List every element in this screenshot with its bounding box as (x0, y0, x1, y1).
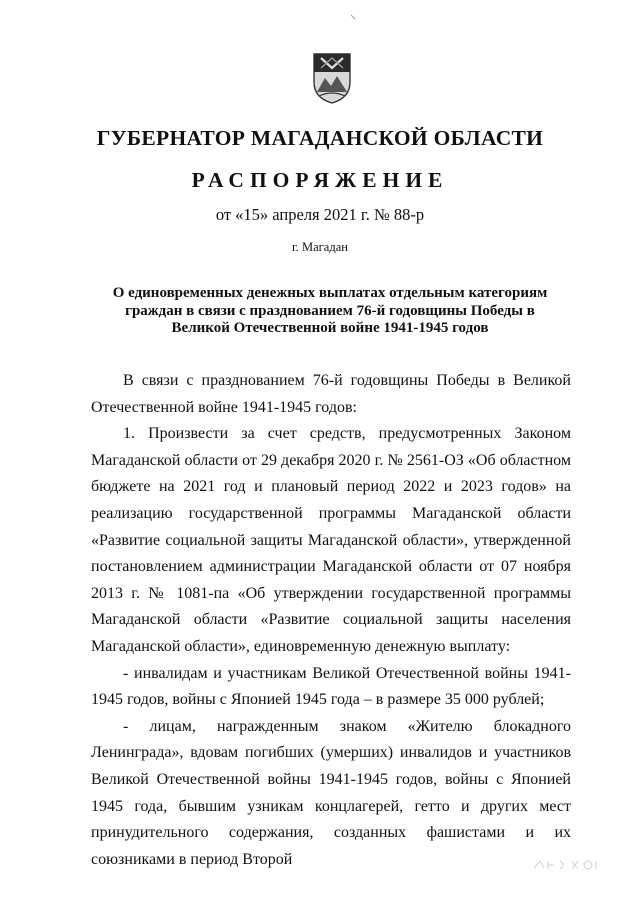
bullet-1-paragraph: - инвалидам и участникам Великой Отечественной войны 1941-1945 годов, войны с Японией 1945 года – в размере 35 000 рублей; (91, 664, 571, 709)
faint-stamp-marks (532, 858, 602, 872)
scan-speck (350, 14, 356, 20)
document-subject: О единовременных денежных выплатах отдельным категориям граждан в связи с празднованием 76-й годовщины Победы в Великой Отечественной войне 1941-1945 годов (112, 285, 548, 336)
intro-paragraph: В связи с празднованием 76-й годовщины Победы в Великой Отечественной войне 1941-1945 годов: (91, 372, 571, 416)
document-date-number: от «15» апреля 2021 г. № 88-р (215, 205, 425, 224)
item-1-paragraph: 1. Произвести за счет средств, предусмотренных Законом Магаданской области от 29 декабря 2020 г. № 2561-ОЗ «Об областном бюджете на 2021 год и плановый период 2022 и 2023 годов» на реализацию государственной программы Магаданской области «Развитие социальной защиты Магаданской области», утвержденной постановлением администрации Магаданской области от 07 ноября 2013 г. № 1081-па «Об утверждении государственной программы Магаданской области «Развитие социальной защиты населения Магаданской области», единовременную денежную выплату: (91, 425, 571, 655)
bullet-2-paragraph: - лицам, награжденным знаком «Жителю блокадного Ленинграда», вдовам погибших (умерших) инвалидов и участников Великой Отечественной войны 1941-1945 годов, войны с Японией 1945 года, бывшим узникам концлагерей, гетто и других мест принудительного содержания, созданных фашистами и их союзниками в период Второй (91, 717, 571, 868)
coat-of-arms-icon (311, 52, 353, 104)
document-type: РАСПОРЯЖЕНИЕ (191, 168, 449, 192)
issuing-authority: ГУБЕРНАТОР МАГАДАНСКОЙ ОБЛАСТИ (96, 126, 544, 150)
document-body (91, 368, 571, 873)
document-city: г. Магадан (292, 240, 348, 254)
